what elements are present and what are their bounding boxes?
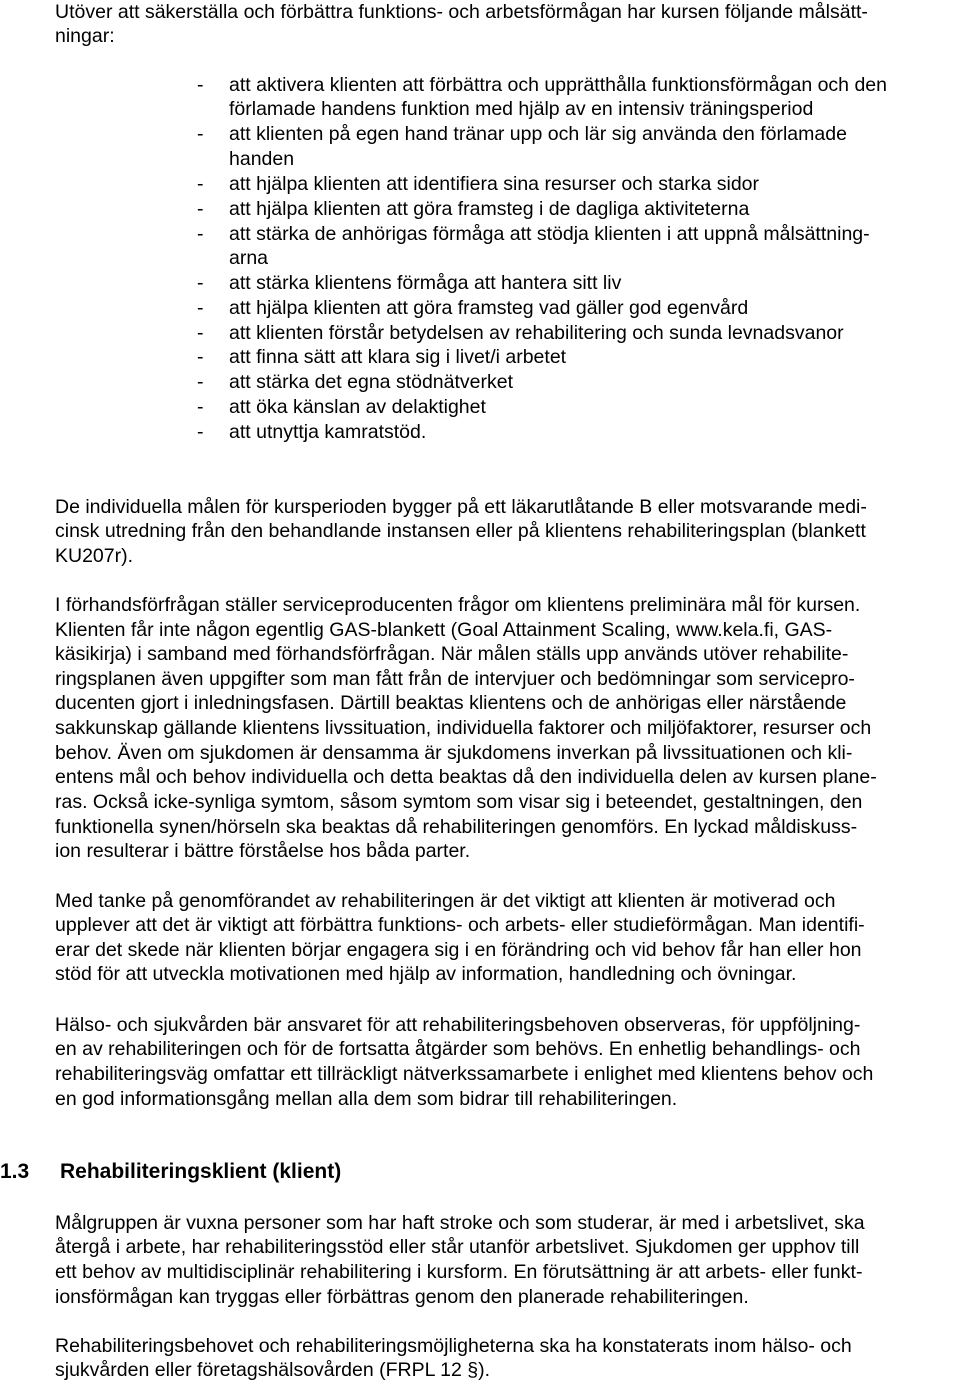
paragraph-line: Med tanke på genomförandet av rehabiliteringen är det viktigt att klienten är motiverad och <box>55 890 836 912</box>
paragraph-line: ras. Också icke-synliga symtom, såsom symtom som visar sig i beteendet, gestaltningen, den <box>55 791 863 813</box>
dash-marker: - <box>197 322 204 344</box>
dash-marker: - <box>197 346 204 368</box>
list-item-text: att stärka de anhörigas förmåga att stödja klienten i att uppnå målsättning- <box>229 223 870 245</box>
paragraph-line: rehabiliteringsväg omfattar ett tillräckligt nätverkssamarbete i enlighet med klientens behov och <box>55 1063 874 1085</box>
paragraph-line: cinsk utredning från den behandlande instansen eller på klientens rehabiliteringsplan (blankett <box>55 520 866 542</box>
dash-marker: - <box>197 74 204 96</box>
intro-line: ningar: <box>55 25 115 47</box>
dash-marker: - <box>197 223 204 245</box>
list-item-text: att stärka klientens förmåga att hantera sitt liv <box>229 272 622 294</box>
section-title: Rehabiliteringsklient (klient) <box>60 1160 342 1183</box>
paragraph-line: funktionella synen/hörseln ska beaktas då rehabiliteringen genomförs. En lyckad måldiskuss- <box>55 816 858 838</box>
list-item-text: förlamade handens funktion med hjälp av en intensiv träningsperiod <box>229 98 814 120</box>
paragraph-line: De individuella målen för kursperioden bygger på ett läkarutlåtande B eller motsvarande medi- <box>55 496 867 518</box>
dash-marker: - <box>197 396 204 418</box>
list-item-text: att utnyttja kamratstöd. <box>229 421 427 443</box>
paragraph-line: erar det skede när klienten börjar engagera sig i en förändring och vid behov får han eller hon <box>55 939 862 961</box>
paragraph-line: Rehabiliteringsbehovet och rehabiliteringsmöjligheterna ska ha konstaterats inom hälso- och <box>55 1335 852 1357</box>
list-item-text: att klienten förstår betydelsen av rehabilitering och sunda levnadsvanor <box>229 322 844 344</box>
paragraph-line: Hälso- och sjukvården bär ansvaret för att rehabiliteringsbehoven observeras, för uppföljning- <box>55 1014 861 1036</box>
paragraph-line: Målgruppen är vuxna personer som har haft stroke och som studerar, är med i arbetslivet, ska <box>55 1212 865 1234</box>
intro-line: Utöver att säkerställa och förbättra funktions- och arbetsförmågan har kursen följande målsätt- <box>55 1 868 23</box>
dash-marker: - <box>197 371 204 393</box>
paragraph-line: upplever att det är viktigt att förbättra funktions- och arbets- eller studieförmågan. Man identifi- <box>55 914 865 936</box>
paragraph-line: ringsplanen även uppgifter som man fått från de intervjuer och bedömningar som servicepro- <box>55 668 855 690</box>
dash-marker: - <box>197 421 204 443</box>
list-item-text: att aktivera klienten att förbättra och upprätthålla funktionsförmågan och den <box>229 74 887 96</box>
list-item-text: att finna sätt att klara sig i livet/i arbetet <box>229 346 567 368</box>
paragraph-line: sakkunskap gällande klientens livssituation, individuella faktorer och miljöfaktorer, resurser och <box>55 717 872 739</box>
paragraph-line: käsikirja) i samband med förhandsförfrågan. När målen ställs upp används utöver rehabilite- <box>55 643 849 665</box>
list-item-text: att klienten på egen hand tränar upp och lär sig använda den förlamade <box>229 123 847 145</box>
paragraph-line: stöd för att utveckla motivationen med hjälp av information, handledning och övningar. <box>55 963 797 985</box>
list-item-text: att hjälpa klienten att göra framsteg vad gäller god egenvård <box>229 297 749 319</box>
dash-marker: - <box>197 173 204 195</box>
paragraph-line: återgå i arbete, har rehabiliteringsstöd eller står utanför arbetslivet. Sjukdomen ger upphov till <box>55 1236 860 1258</box>
paragraph-line: ducenten gjort i inledningsfasen. Därtill beaktas klientens och de anhörigas eller närstående <box>55 692 847 714</box>
paragraph-line: ion resulterar i bättre förståelse hos båda parter. <box>55 840 471 862</box>
list-item-text: handen <box>229 148 295 170</box>
paragraph-line: I förhandsförfrågan ställer serviceproducenten frågor om klientens preliminära mål för kursen. <box>55 594 861 616</box>
paragraph-line: KU207r). <box>55 545 134 567</box>
paragraph-line: sjukvården eller företagshälsovården (FRPL 12 §). <box>55 1359 490 1381</box>
list-item-text: arna <box>229 247 269 269</box>
dash-marker: - <box>197 198 204 220</box>
list-item-text: att öka känslan av delaktighet <box>229 396 486 418</box>
list-item-text: att stärka det egna stödnätverket <box>229 371 514 393</box>
paragraph-line: entens mål och behov individuella och detta beaktas då den individuella delen av kursen plane- <box>55 766 877 788</box>
list-item-text: att hjälpa klienten att göra framsteg i de dagliga aktiviteterna <box>229 198 750 220</box>
dash-marker: - <box>197 123 204 145</box>
dash-marker: - <box>197 297 204 319</box>
dash-marker: - <box>197 272 204 294</box>
paragraph-line: en av rehabiliteringen och för de fortsatta åtgärder som behövs. En enhetlig behandlings- och <box>55 1038 861 1060</box>
paragraph-line: Klienten får inte någon egentlig GAS-blankett (Goal Attainment Scaling, www.kela.fi, GAS- <box>55 619 833 641</box>
paragraph-line: ett behov av multidisciplinär rehabilitering i kursform. En förutsättning är att arbets- eller funkt- <box>55 1261 863 1283</box>
section-number: 1.3 <box>0 1160 30 1183</box>
paragraph-line: behov. Även om sjukdomen är densamma är sjukdomens inverkan på livssituationen och kli- <box>55 742 853 764</box>
paragraph-line: ionsförmågan kan tryggas eller förbättras genom den planerade rehabiliteringen. <box>55 1286 749 1308</box>
paragraph-line: en god informationsgång mellan alla dem som bidrar till rehabiliteringen. <box>55 1088 678 1110</box>
list-item-text: att hjälpa klienten att identifiera sina resurser och starka sidor <box>229 173 760 195</box>
